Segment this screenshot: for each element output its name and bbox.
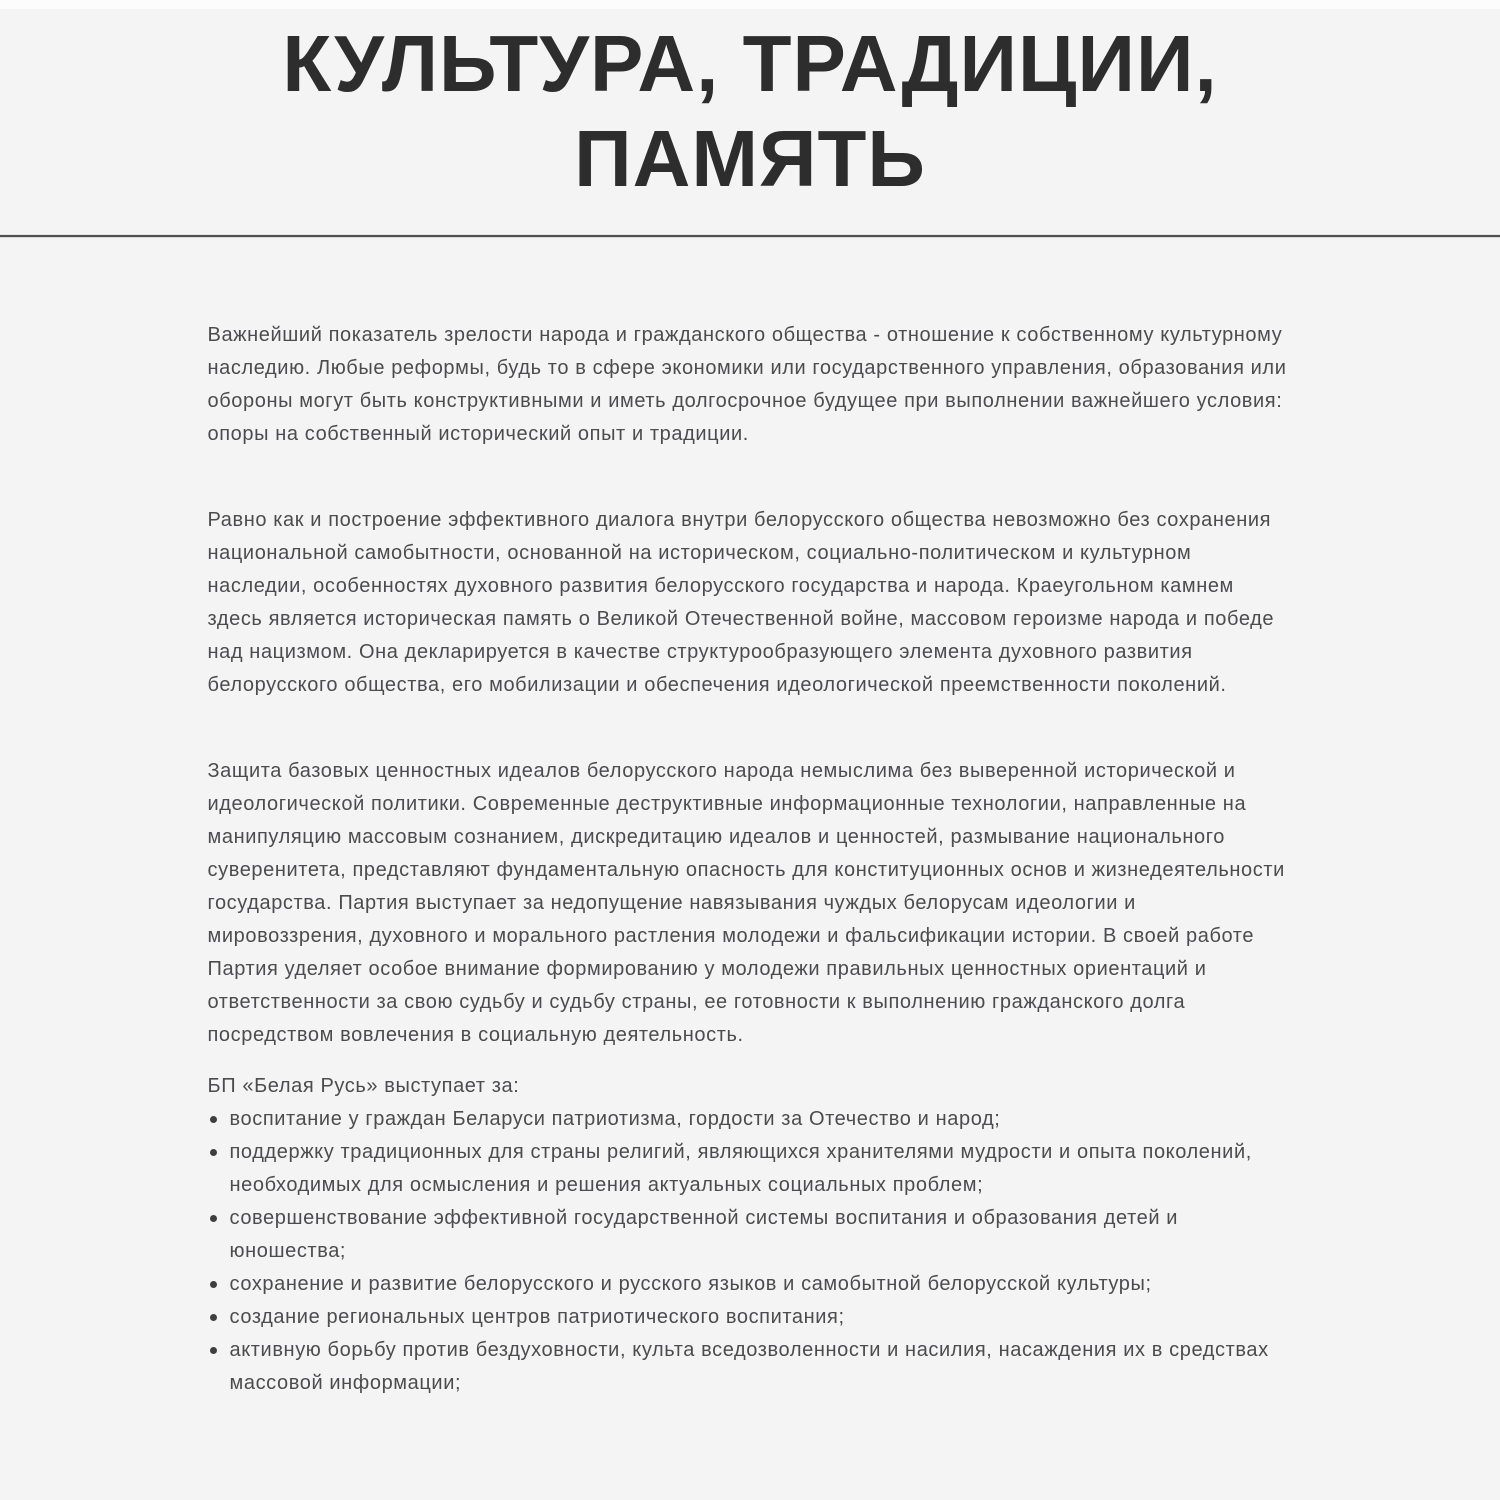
list-item-text: воспитание у граждан Беларуси патриотизма, гордости за Отечество и народ; xyxy=(229,1108,1001,1130)
list-item-text: сохранение и развитие белорусского и русского языков и самобытной белорусской культуры; xyxy=(229,1273,1152,1295)
list-item-text: создание региональных центров патриотического воспитания; xyxy=(229,1306,845,1328)
list-item-text: поддержку традиционных для страны религий, являющихся хранителями мудрости и опыта поколений, необходимых для осмысления и решения актуальных социальных проблем; xyxy=(229,1141,1252,1196)
list-item xyxy=(208,1202,1293,1268)
page-header xyxy=(0,0,1500,235)
bullet-icon xyxy=(210,1116,217,1123)
bullet-icon xyxy=(210,1215,217,1222)
main-content xyxy=(208,237,1293,1400)
goals-list xyxy=(208,1103,1293,1400)
paragraph-national-identity: Равно как и построение эффективного диалога внутри белорусского общества невозможно без сохранения национальной самобытности, основанной на историческом, социально-политическом и культурном наследии, особенностях духовного развития белорусского государства и народа. Краеугольном камнем здесь является историческая память о Великой Отечественной войне, массовом героизме народа и победе над нацизмом. Она декларируется в качестве структурообразующего элемента духовного развития белорусского общества, его мобилизации и обеспечения идеологической преемственности поколений. xyxy=(207,509,1275,696)
list-item xyxy=(208,1268,1293,1301)
paragraph-culture-heritage: Важнейший показатель зрелости народа и гражданского общества - отношение к собственному культурному наследию. Любые реформы, будь то в сфере экономики или государственного управления, образования или обороны могут быть конструктивными и иметь долгосрочное будущее при выполнении важнейшего условия: опоры на собственный исторический опыт и традиции. xyxy=(207,324,1287,445)
page-title-line-1: КУЛЬТУРА, ТРАДИЦИИ, xyxy=(282,19,1218,108)
list-intro: БП «Белая Русь» выступает за: xyxy=(207,1075,520,1097)
page-title-line-2: ПАМЯТЬ xyxy=(574,114,926,203)
list-item xyxy=(208,1334,1293,1400)
bullet-icon xyxy=(210,1149,217,1156)
list-item xyxy=(208,1136,1293,1202)
list-item-text: совершенствование эффективной государственной системы воспитания и образования детей и юношества; xyxy=(229,1207,1179,1262)
list-item xyxy=(208,1103,1293,1136)
paragraph-values-protection: Защита базовых ценностных идеалов белорусского народа немыслима без выверенной исторической и идеологической политики. Современные деструктивные информационные технологии, направленные на манипуляцию массовым сознанием, дискредитацию идеалов и ценностей, размывание национального суверенитета, представляют фундаментальную опасность для конституционных основ и жизнедеятельности государства. Партия выступает за недопущение навязывания чуждых белорусам идеологии и мировоззрения, духовного и морального растления молодежи и фальсификации истории. В своей работе Партия уделяет особое внимание формированию у молодежи правильных ценностных ориентаций и ответственности за свою судьбу и судьбу страны, ее готовности к выполнению гражданского долга посредством вовлечения в социальную деятельность. xyxy=(207,760,1285,1046)
bullet-icon xyxy=(210,1281,217,1288)
list-item xyxy=(208,1301,1293,1334)
page-title xyxy=(0,16,1500,206)
list-item-text: активную борьбу против бездуховности, культа вседозволенности и насилия, насаждения их в средствах массовой информации; xyxy=(229,1339,1269,1394)
bullet-icon xyxy=(210,1347,217,1354)
bullet-icon xyxy=(210,1314,217,1321)
